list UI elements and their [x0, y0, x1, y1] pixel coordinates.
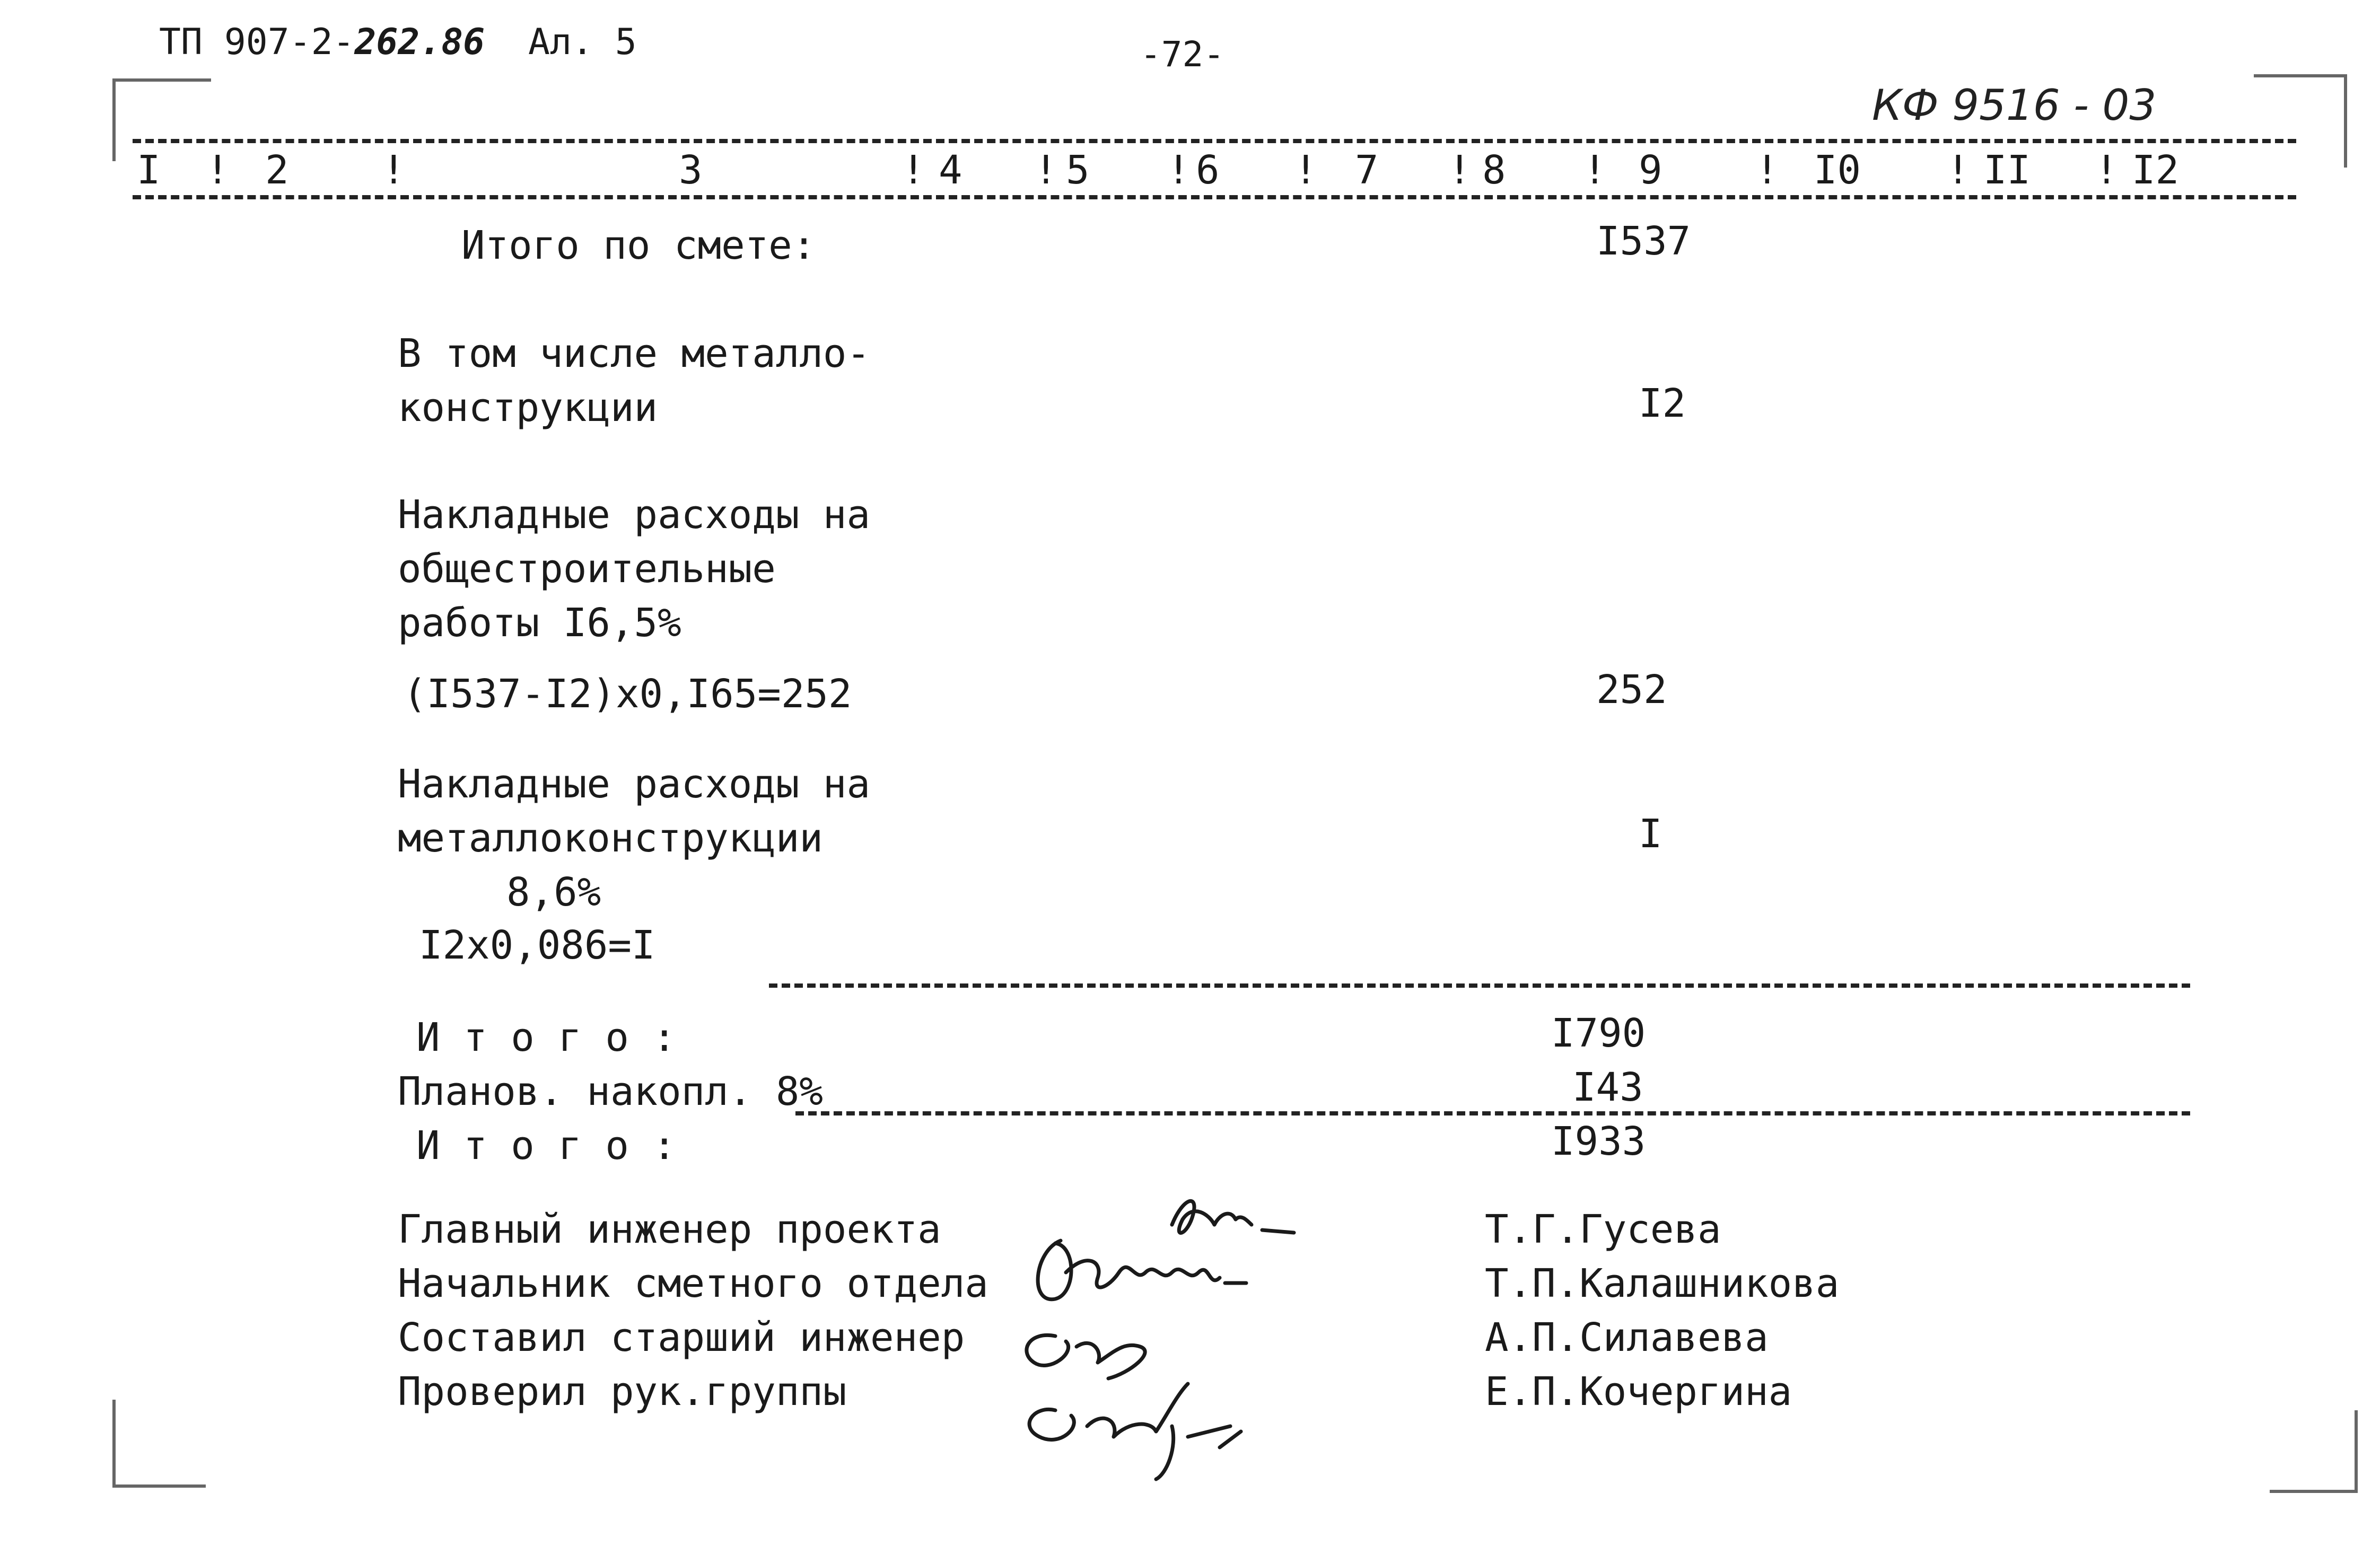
signature-kalashnikova [1038, 1241, 1246, 1299]
row-label-overhead-metal: Накладные расходы на металлоконструкции [398, 761, 871, 861]
column-separator: ! [902, 147, 925, 193]
document-code [159, 21, 637, 63]
subtotal-rule [769, 983, 2190, 988]
handwritten-signatures [997, 1182, 1379, 1490]
column-number: 2 [265, 147, 289, 193]
row-value-overhead-general-calc: 252 [1596, 667, 1667, 713]
column-separator: ! [1448, 147, 1472, 193]
header-rule-bottom [133, 195, 2296, 199]
column-separator: ! [2095, 147, 2119, 193]
corner-top-right [2254, 74, 2347, 168]
column-number: 6 [1196, 147, 1220, 193]
planned-savings-rule [795, 1111, 2190, 1115]
signature-silaveva [1027, 1335, 1145, 1378]
column-separator: ! [382, 147, 406, 193]
row-label-overhead-general-calc: (I537-I2)x0,I65=252 [403, 671, 852, 717]
row-value-total-estimate: I537 [1596, 218, 1691, 264]
column-number: I2 [2132, 147, 2180, 193]
column-separator: ! [1583, 147, 1607, 193]
column-separator: ! [1034, 147, 1058, 193]
corner-bottom-right [2270, 1410, 2358, 1493]
signature-name: Е.П.Кочергина [1485, 1369, 1792, 1415]
row-label-overhead-metal-calc: I2x0,086=I [419, 923, 655, 968]
column-separator: ! [1294, 147, 1318, 193]
row-label-grand-total: И т о г о : [416, 1123, 677, 1169]
code-number: 262.86 [354, 21, 485, 63]
row-value-subtotal: I790 [1551, 1011, 1646, 1056]
row-value-grand-total: I933 [1551, 1119, 1646, 1164]
page-number: -72- [1140, 34, 1224, 75]
row-label-total-estimate: Итого по смете: [461, 223, 816, 268]
column-number: I [137, 147, 161, 193]
column-number: 9 [1639, 147, 1662, 193]
corner-top-left [112, 78, 211, 161]
column-separator: ! [206, 147, 230, 193]
column-number: 8 [1482, 147, 1506, 193]
column-number: 5 [1066, 147, 1090, 193]
header-rule-top [133, 139, 2296, 143]
row-value-planned-savings: I43 [1572, 1065, 1643, 1110]
column-number: 7 [1355, 147, 1379, 193]
row-label-overhead-metal-rate: 8,6% [506, 869, 601, 915]
code-prefix: ТП 907-2- [159, 21, 355, 63]
column-number: I0 [1814, 147, 1861, 193]
signature-gusev [1172, 1201, 1294, 1233]
corner-bottom-left [112, 1400, 206, 1488]
row-value-overhead-metal: I [1639, 811, 1662, 857]
row-label-subtotal: И т о г о : [416, 1015, 677, 1060]
column-number: II [1983, 147, 2031, 193]
column-number: 4 [939, 147, 962, 193]
column-separator: ! [1167, 147, 1191, 193]
column-number: 3 [679, 147, 703, 193]
signature-role: Проверил рук.группы [398, 1369, 847, 1415]
signature-name: А.П.Силавева [1485, 1315, 1769, 1360]
column-separator: ! [1755, 147, 1779, 193]
signature-role: Составил старший инженер [398, 1315, 965, 1360]
row-label-metal-included: В том числе металло- конструкции [398, 331, 871, 431]
row-label-planned-savings: Планов. накопл. 8% [398, 1069, 823, 1114]
signature-name: Т.Г.Гусева [1485, 1207, 1721, 1252]
signature-role: Главный инженер проекта [398, 1207, 941, 1252]
album-label: Ал. 5 [528, 21, 637, 63]
column-separator: ! [1946, 147, 1970, 193]
kf-code: КФ 9516 - 03 [1872, 81, 2157, 130]
signature-name: Т.П.Калашникова [1485, 1261, 1840, 1306]
row-value-metal-included: I2 [1639, 381, 1686, 426]
signature-kochergina [1029, 1384, 1241, 1479]
signature-role: Начальник сметного отдела [398, 1261, 988, 1306]
row-label-overhead-general: Накладные расходы на общестроительные работы I6,5% [398, 492, 871, 646]
